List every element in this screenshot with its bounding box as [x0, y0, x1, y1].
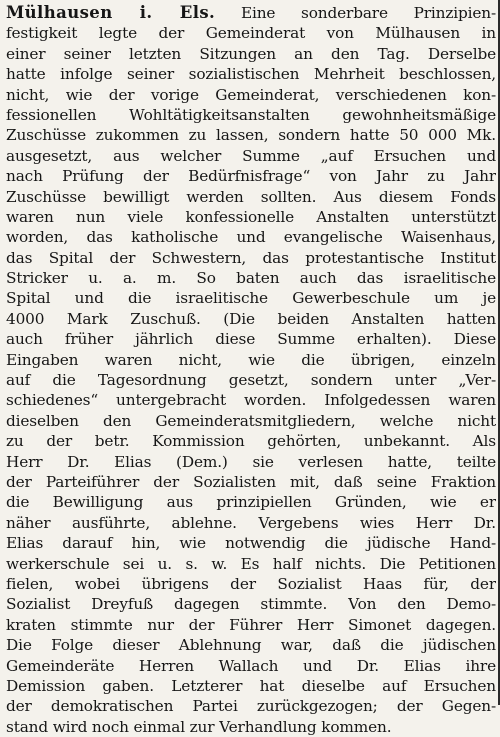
article-line: Zuschüsse zukommen zu lassen, sondern hatte 50 000 Mk. — [6, 126, 496, 145]
article-line: nicht, wie der vorige Gemeinderat, verschiedenen kon- — [6, 85, 496, 104]
article-line: die Bewilligung aus prinzipiellen Gründen, wie er — [6, 493, 496, 512]
article-line: dieselben den Gemeinderatsmitgliedern, welche nicht — [6, 411, 496, 430]
article-line: Die Folge dieser Ablehnung war, daß die jüdischen — [6, 636, 496, 655]
article-line: Stricker u. a. m. So baten auch das israelitische — [6, 269, 496, 288]
article-line: stand wird noch einmal zur Verhandlung kommen. — [6, 717, 392, 736]
article-line: das Spital der Schwestern, das protestantische Institut — [6, 248, 496, 267]
article-line: worden, das katholische und evangelische Waisenhaus, — [6, 228, 496, 247]
article-line: Eingaben waren nicht, wie die übrigen, einzeln — [6, 350, 496, 369]
article-line: fielen, wobei übrigens der Sozialist Haas für, der — [6, 574, 496, 593]
article-line: Gemeinderäte Herren Wallach und Dr. Elias ihre — [6, 656, 496, 675]
article-line: Herr Dr. Elias (Dem.) sie verlesen hatte, teilte — [6, 452, 496, 471]
article-line: auch früher jährlich diese Summe erhalten). Diese — [6, 330, 496, 349]
article-line: nach Prüfung der Bedürfnisfrage“ von Jahr zu Jahr — [6, 167, 496, 186]
article-body — [6, 23, 496, 737]
article-line: fessionellen Wohltätigkeitsanstalten gewohnheitsmäßige — [6, 105, 496, 124]
article-line: auf die Tagesordnung gesetzt, sondern unter „Ver- — [6, 371, 496, 390]
article-line: waren nun viele konfessionelle Anstalten unterstützt — [6, 207, 496, 226]
article-line: ausgesetzt, aus welcher Summe „auf Ersuchen und — [6, 146, 496, 165]
dateline: Mülhausen i. Els. — [6, 3, 216, 22]
article-line: näher ausführte, ablehne. Vergebens wies Herr Dr. — [6, 513, 496, 532]
article-line: einer seiner letzten Sitzungen an den Tag. Derselbe — [6, 44, 496, 63]
article-line: der Parteiführer der Sozialisten mit, daß seine Fraktion — [6, 472, 496, 491]
article-line: werkerschule sei u. s. w. Es half nichts. Die Petitionen — [6, 554, 496, 573]
article-line: Spital und die israelitische Gewerbeschule um je — [6, 289, 496, 308]
cut-off-header — [6, 0, 496, 2]
article-line: festigkeit legte der Gemeinderat von Mülhausen in — [6, 24, 496, 43]
first-line-text: Eine sonderbare Prinzipien- — [240, 4, 496, 22]
article-line: kraten stimmte nur der Führer Herr Simonet dagegen. — [6, 615, 496, 634]
article-line: Zuschüsse bewilligt werden sollten. Aus diesem Fonds — [6, 187, 496, 206]
article-line: zu der betr. Kommission gehörten, unbekannt. Als — [6, 432, 496, 451]
article-line: hatte infolge seiner sozialistischen Mehrheit beschlossen, — [6, 65, 496, 84]
article-line: Demission gaben. Letzterer hat dieselbe auf Ersuchen — [6, 676, 496, 695]
article — [6, 3, 496, 737]
article-line: Sozialist Dreyfuß dagegen stimmte. Von den Demo- — [6, 595, 496, 614]
article-line: schiedenes“ untergebracht worden. Infolgedessen waren — [6, 391, 496, 410]
article-line: der demokratischen Partei zurückgezogen; der Gegen- — [6, 697, 496, 716]
article-line-1 — [6, 3, 496, 23]
article-line: 4000 Mark Zuschuß. (Die beiden Anstalten hatten — [6, 309, 496, 328]
article-line: Elias darauf hin, wie notwendig die jüdische Hand- — [6, 534, 496, 553]
